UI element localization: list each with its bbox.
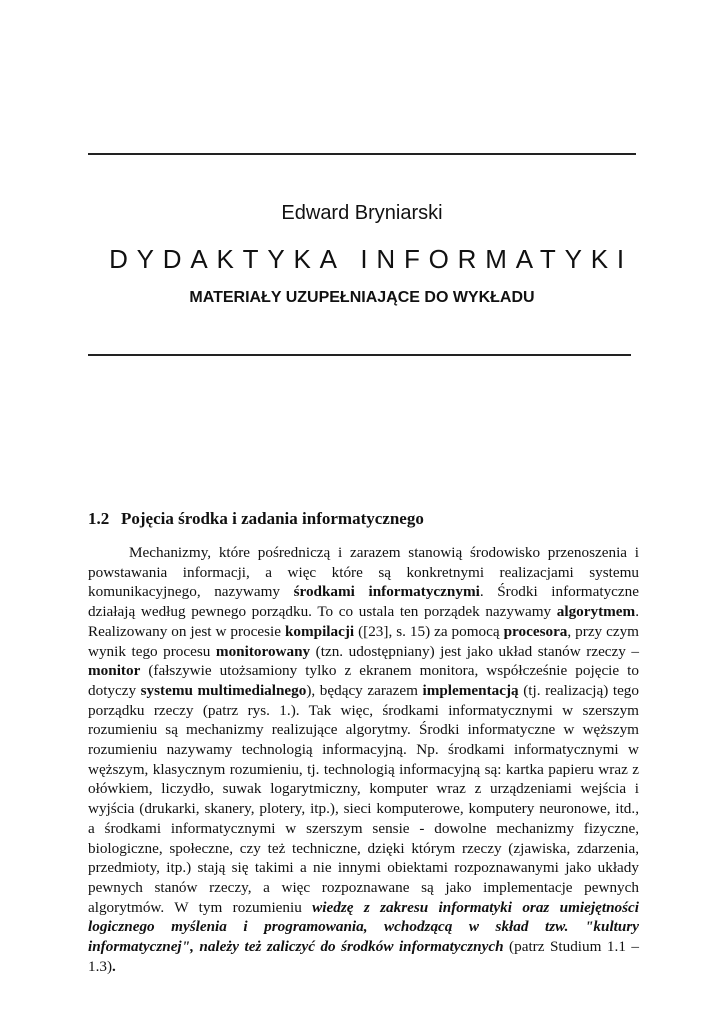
- paragraph-run: ([23], s. 15) za pomocą: [354, 622, 504, 640]
- paragraph-run-bold: monitorowany: [215, 642, 311, 660]
- paragraph-run-bold: systemu multimedialnego: [140, 681, 307, 699]
- top-horizontal-rule: [88, 153, 636, 155]
- document-title: DYDAKTYKA INFORMATYKI: [109, 244, 633, 274]
- body-paragraph: [88, 543, 639, 976]
- section-number: 1.2: [88, 509, 110, 528]
- paragraph-run-bold: algorytmem: [556, 603, 636, 621]
- section-heading: [88, 509, 424, 529]
- paragraph-run: . Realizowany on jest w procesie: [88, 603, 639, 640]
- author-name: Edward Bryniarski: [281, 202, 443, 224]
- paragraph-run-bold-italic: wiedzę z zakresu informatyki oraz umiejętności logicznego myślenia i programowania, wchodzącą w skład tzw. "kultury informatycznej", należy też zaliczyć do środków informatycznych: [88, 898, 639, 956]
- paragraph-run: (patrz Studium 1.1 – 1.3): [88, 938, 639, 975]
- paragraph-run-bold: monitor: [88, 662, 141, 680]
- paragraph-run: (tj. realizacją) tego porządku rzeczy (patrz rys. 1.). Tak więc, środkami informatycznymi w szerszym rozumieniu są mechanizmy realizujące algorytmy. Środki informatyczne w węższym rozumieniu nazywamy technologią informacyjną. Np. środkami informatycznymi w węższym, klasycznym rozumieniu, tj. technologią informacyjną są: kartka papieru wraz z ołówkiem, liczydło, suwak logarytmiczny, komputer wraz z urządzeniami wejścia i wyjścia (drukarki, skanery, plotery, itp.), sieci komputerowe, komputery neuronowe, itd., a środkami informatycznymi w szerszym sensie - dowolne mechanizmy fizyczne, biologiczne, społeczne, czy też techniczne, dzięki którym rzeczy (zjawiska, zdarzenia, przedmioty, itp.) stają się takimi a nie innymi obiektami rozpoznawanymi jako układy pewnych stanów rzeczy, a więc rozpoznawane są jako implementacje pewnych algorytmów. W tym rozumieniu: [88, 681, 639, 916]
- paragraph-run-bold: środkami informatycznymi: [293, 583, 480, 601]
- paragraph-run: (tzn. udostępniany) jest jako układ stanów rzeczy –: [310, 642, 639, 660]
- paragraph-run: (fałszywie utożsamiony tylko z ekranem monitora, współcześnie pojęcie to dotyczy: [88, 662, 639, 699]
- paragraph-run: ), będący zarazem: [306, 681, 423, 699]
- document-subtitle: MATERIAŁY UZUPEŁNIAJĄCE DO WYKŁADU: [189, 289, 535, 306]
- paragraph-run-bold: implementacją: [422, 681, 519, 699]
- paragraph-run-bold: procesora: [503, 622, 568, 640]
- paragraph-run: Mechanizmy, które pośredniczą i zarazem stanowią środowisko przenoszenia i powstawania informacji, a więc które są konkretnymi realizacjami systemu komunikacyjnego, nazywamy: [88, 544, 639, 601]
- bottom-horizontal-rule: [88, 354, 631, 356]
- paragraph-run-bold: .: [112, 957, 116, 975]
- section-title: Pojęcia środka i zadania informatycznego: [121, 509, 424, 528]
- paragraph-run-bold: kompilacji: [284, 622, 355, 640]
- paragraph-run: . Środki informatyczne działają według pewnego porządku. To co ustala ten porządek nazywamy: [88, 583, 639, 621]
- paragraph-run: , przy czym wynik tego procesu: [88, 622, 639, 660]
